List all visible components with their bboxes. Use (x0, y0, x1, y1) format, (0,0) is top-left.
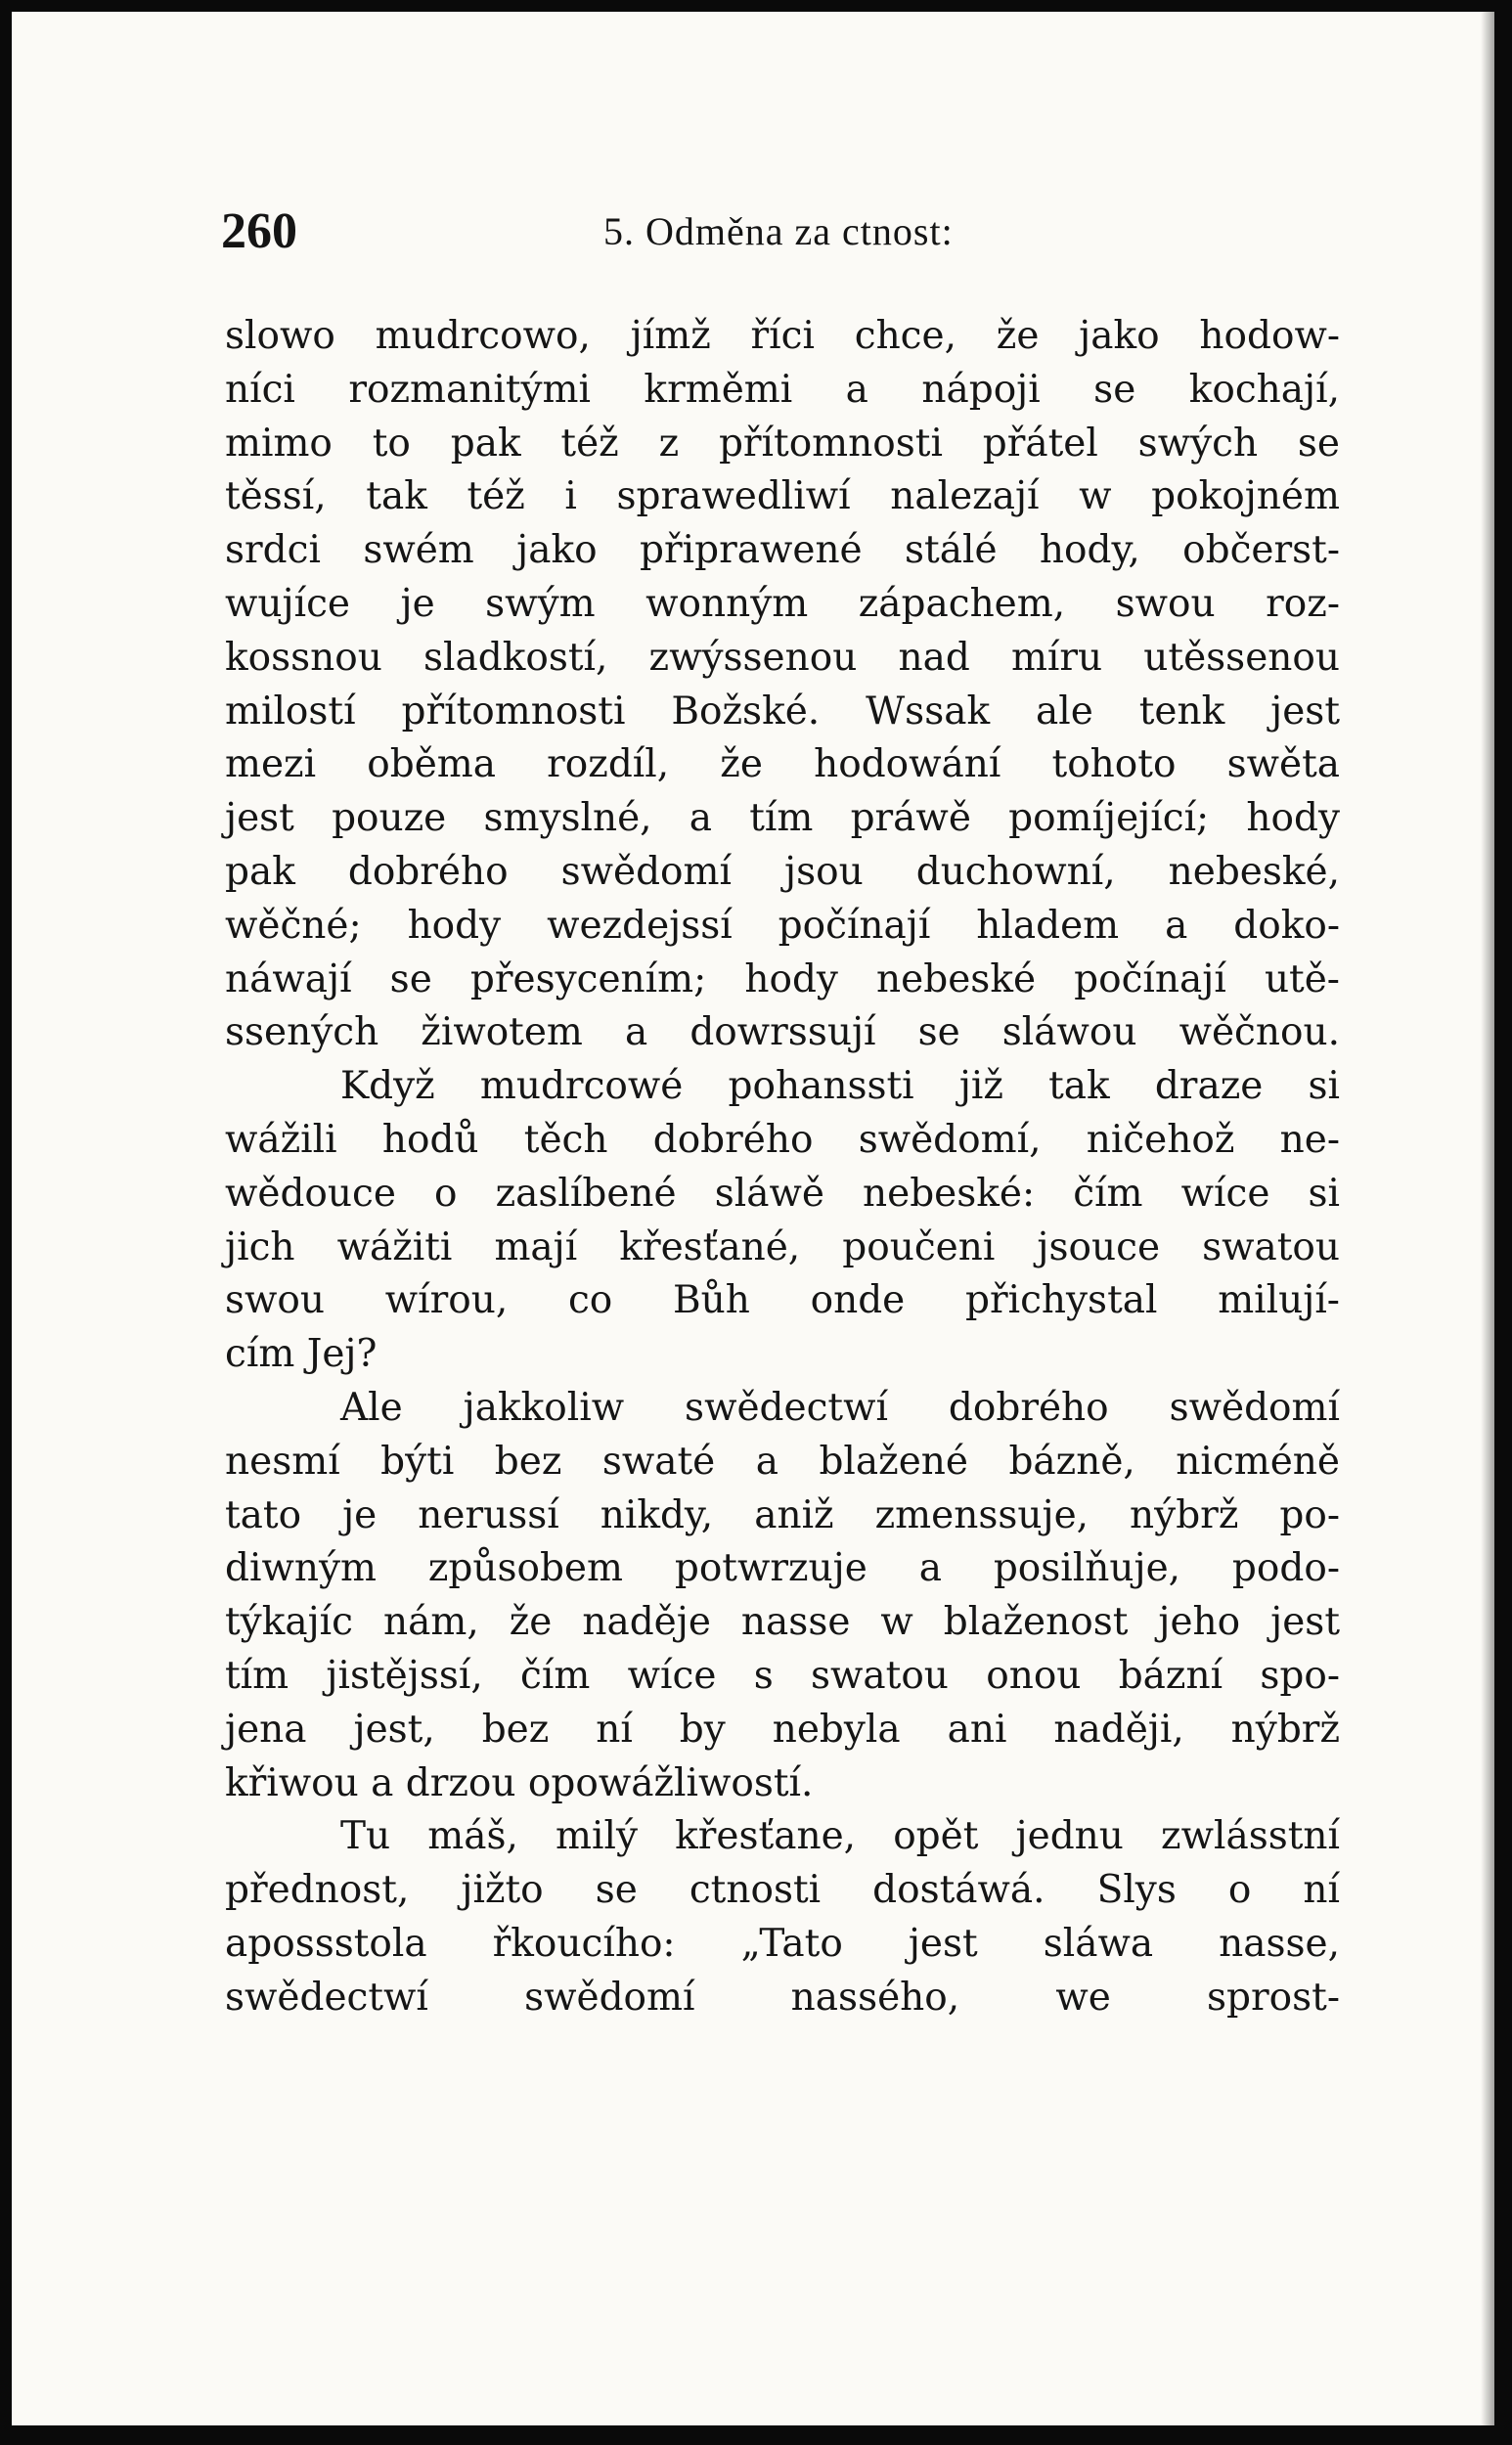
text-line: mimo to pak též z přítomnosti přátel swých se (225, 421, 1340, 466)
text-line: jich wážiti mají křesťané, poučeni jsouce swatou (225, 1224, 1340, 1269)
text-line: Když mudrcowé pohanssti již tak draze si (340, 1064, 1340, 1109)
running-head: 5. Odměna za ctnost: (603, 209, 954, 253)
text-line: těssí, tak též i sprawedliwí nalezají w pokojném (225, 474, 1340, 519)
text-line: pak dobrého swědomí jsou duchowní, nebeské, (225, 849, 1340, 894)
text-line: milostí přítomnosti Božské. Wssak ale tenk jest (225, 689, 1340, 734)
text-line: mezi oběma rozdíl, že hodowání tohoto swěta (225, 742, 1340, 787)
text-line: wědouce o zaslíbené sláwě nebeské: čím wíce si (225, 1171, 1340, 1216)
text-line: Tu máš, milý křesťane, opět jednu zwlásstní (340, 1814, 1340, 1859)
page-edge-shadow (1481, 12, 1494, 2425)
text-line: cím Jej? (225, 1332, 378, 1377)
text-line: náwají se přesycením; hody nebeské počínají utě- (225, 956, 1340, 1001)
text-line: kossnou sladkostí, zwýssenou nad míru utěssenou (225, 635, 1340, 680)
text-line: wujíce je swým wonným zápachem, swou roz- (225, 581, 1340, 626)
text-line: wěčné; hody wezdejssí počínají hladem a doko- (225, 903, 1340, 948)
text-line: tato je nerussí nikdy, aniž zmenssuje, nýbrž po- (225, 1492, 1340, 1537)
text-line: přednost, jižto se ctnosti dostáwá. Slys o ní (225, 1868, 1340, 1913)
text-line: apossstola řkoucího: „Tato jest sláwa nasse, (225, 1921, 1340, 1966)
text-line: swou wírou, co Bůh onde přichystal milují- (225, 1278, 1340, 1323)
book-page (12, 12, 1494, 2425)
text-line: srdci swém jako připrawené stálé hody, občerst- (225, 528, 1340, 573)
text-line: diwným způsobem potwrzuje a posilňuje, podo- (225, 1546, 1340, 1591)
text-line: níci rozmanitými krměmi a nápoji se kochají, (225, 367, 1340, 412)
text-line: tím jistějssí, čím wíce s swatou onou bázní spo- (225, 1653, 1340, 1698)
text-line: týkajíc nám, že naděje nasse w blaženost jeho jest (225, 1600, 1340, 1645)
text-line: křiwou a drzou opowážliwostí. (225, 1760, 814, 1805)
text-line: slowo mudrcowo, jímž říci chce, že jako hodow- (225, 314, 1340, 358)
text-line: wážili hodů těch dobrého swědomí, ničehož ne- (225, 1117, 1340, 1162)
text-line: ssených žiwotem a dowrssují se sláwou wěčnou. (225, 1010, 1340, 1055)
text-line: Ale jakkoliw swědectwí dobrého swědomí (340, 1385, 1340, 1430)
text-line: swědectwí swědomí nassého, we sprost- (225, 1975, 1340, 2020)
text-line: jest pouze smyslné, a tím práwě pomíjející; hody (225, 796, 1340, 841)
text-line: jena jest, bez ní by nebyla ani naději, nýbrž (225, 1707, 1340, 1752)
text-line: nesmí býti bez swaté a blažené bázně, nicméně (225, 1439, 1340, 1484)
page-header (209, 198, 1334, 266)
page-number: 260 (221, 203, 297, 259)
body-text (225, 310, 1340, 2025)
